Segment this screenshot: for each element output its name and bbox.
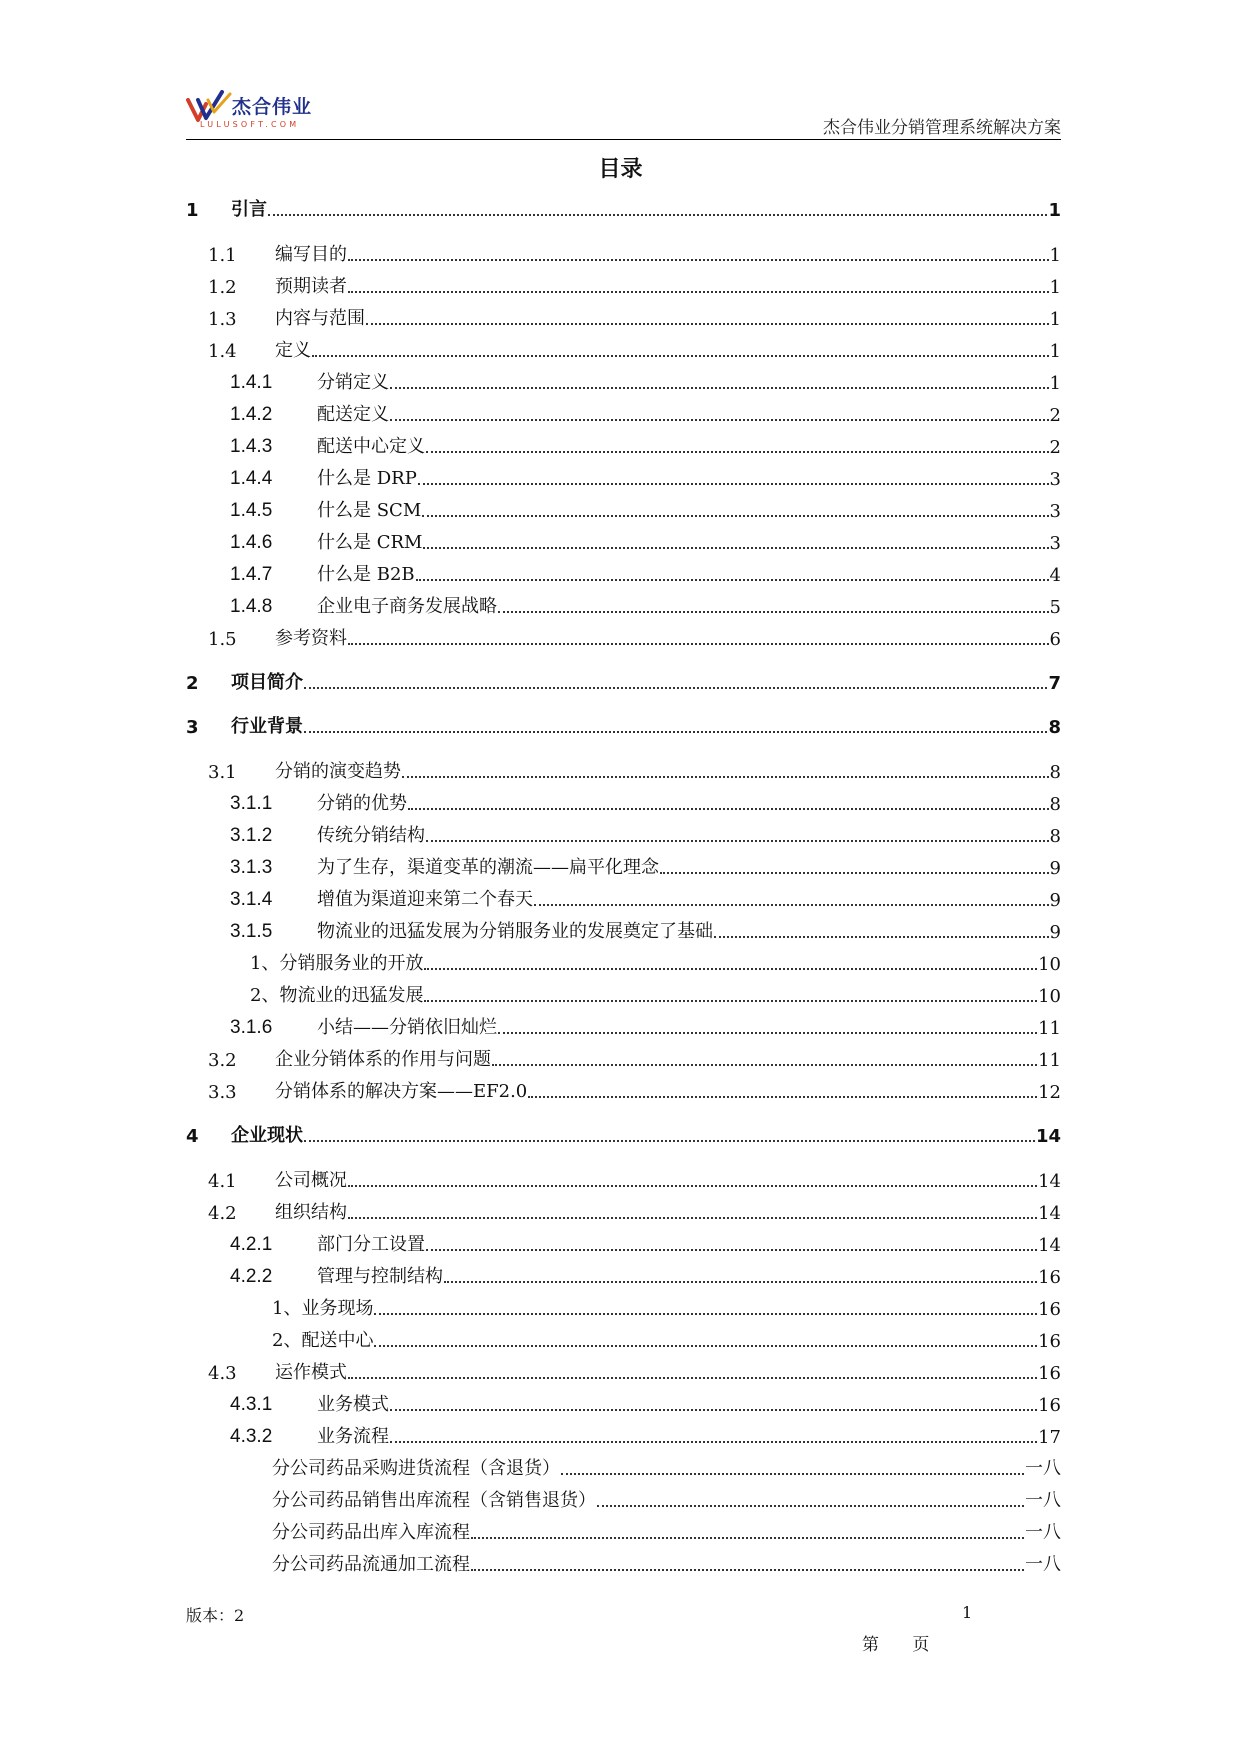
toc-entry-title: 管理与控制结构 xyxy=(317,1266,443,1287)
toc-entry-page: 9 xyxy=(1049,922,1061,943)
toc-entry-title: 1、分销服务业的开放 xyxy=(250,953,424,974)
toc-entry-title: 分公司药品销售出库流程（含销售退货） xyxy=(272,1490,596,1511)
toc-entry-number: 4.3 xyxy=(208,1363,237,1384)
toc-entry-number: 4 xyxy=(186,1126,199,1147)
toc-entry-title: 分销的演变趋势 xyxy=(275,761,401,782)
toc-entry-number: 3.1.1 xyxy=(230,793,273,814)
toc-entry-number: 3.3 xyxy=(208,1082,237,1103)
toc-dot-leader xyxy=(714,936,1049,938)
toc-entry[interactable] xyxy=(208,757,1061,783)
logo-check-icon xyxy=(186,90,236,124)
toc-entry-title: 分销的优势 xyxy=(317,793,407,814)
toc-entry[interactable] xyxy=(208,1198,1061,1224)
toc-dot-leader xyxy=(312,355,1049,357)
toc-entry-page: 16 xyxy=(1038,1299,1061,1320)
toc-entry-title: 2、配送中心 xyxy=(272,1330,374,1351)
toc-entry-page: 14 xyxy=(1038,1235,1061,1256)
toc-entry-title: 分公司药品出库入库流程 xyxy=(272,1522,470,1543)
toc-entry-page: 14 xyxy=(1038,1171,1061,1192)
toc-dot-leader xyxy=(304,731,1047,733)
toc-entry-number: 1.4.4 xyxy=(230,468,273,489)
toc-dot-leader xyxy=(374,1345,1037,1347)
toc-entry[interactable] xyxy=(208,240,1061,266)
toc-entry-page: 8 xyxy=(1049,794,1061,815)
toc-entry-title: 业务流程 xyxy=(317,1426,389,1447)
toc-entry[interactable] xyxy=(208,304,1061,330)
toc-entry-title: 为了生存，渠道变革的潮流——扁平化理念 xyxy=(317,857,659,878)
toc-entry-title: 物流业的迅猛发展为分销服务业的发展奠定了基础 xyxy=(317,921,713,942)
toc-dot-leader xyxy=(418,483,1049,485)
toc-entry-title: 配送定义 xyxy=(317,404,389,425)
toc-entry-number: 3.1.2 xyxy=(230,825,273,846)
toc-entry[interactable] xyxy=(186,195,1061,221)
logo-name: 杰合伟业 xyxy=(232,96,313,118)
toc-entry-title: 内容与范围 xyxy=(275,308,365,329)
toc-entry[interactable] xyxy=(272,1454,1061,1480)
toc-entry-title: 2、物流业的迅猛发展 xyxy=(250,985,424,1006)
toc-entry[interactable] xyxy=(230,528,1061,554)
toc-entry-number: 3.2 xyxy=(208,1050,237,1071)
toc-entry-page: 3 xyxy=(1049,533,1061,554)
toc-dot-leader xyxy=(390,387,1049,389)
toc-entry[interactable] xyxy=(272,1518,1061,1544)
toc-entry-number: 4.1 xyxy=(208,1171,237,1192)
toc-heading: 目录 xyxy=(598,157,643,182)
toc-entry[interactable] xyxy=(208,336,1061,362)
toc-entry-page: 11 xyxy=(1038,1018,1061,1039)
toc-entry[interactable] xyxy=(230,1013,1061,1039)
toc-entry[interactable] xyxy=(230,560,1061,586)
toc-entry-page: 5 xyxy=(1049,597,1061,618)
toc-entry[interactable] xyxy=(230,1390,1061,1416)
toc-entry[interactable] xyxy=(230,1230,1061,1256)
toc-dot-leader xyxy=(348,291,1049,293)
toc-entry-page: 17 xyxy=(1038,1427,1061,1448)
toc-entry[interactable] xyxy=(230,464,1061,490)
company-logo xyxy=(186,90,326,134)
toc-dot-leader xyxy=(348,1217,1037,1219)
toc-dot-leader xyxy=(424,968,1037,970)
toc-entry-number: 1 xyxy=(186,200,199,221)
toc-entry-title: 增值为渠道迎来第二个春天 xyxy=(317,889,533,910)
toc-entry-title: 项目简介 xyxy=(231,672,303,693)
toc-entry-title: 引言 xyxy=(231,199,267,220)
toc-entry-number: 1.5 xyxy=(208,629,237,650)
toc-entry-title: 小结——分销依旧灿烂 xyxy=(317,1017,497,1038)
toc-entry-page: 9 xyxy=(1049,858,1061,879)
toc-entry-number: 4.2.2 xyxy=(230,1266,273,1287)
toc-entry-number: 1.4.3 xyxy=(230,436,273,457)
toc-dot-leader xyxy=(534,904,1049,906)
toc-entry-number: 4.3.2 xyxy=(230,1426,273,1447)
toc-entry-title: 组织结构 xyxy=(275,1202,347,1223)
toc-entry[interactable] xyxy=(208,1077,1061,1103)
toc-dot-leader xyxy=(348,259,1049,261)
toc-entry-title: 分公司药品流通加工流程 xyxy=(272,1554,470,1575)
toc-dot-leader xyxy=(597,1505,1024,1507)
toc-entry-page: 16 xyxy=(1038,1363,1061,1384)
toc-entry-title: 企业电子商务发展战略 xyxy=(317,596,497,617)
toc-entry-page: 9 xyxy=(1049,890,1061,911)
toc-dot-leader xyxy=(366,323,1049,325)
toc-entry-title: 运作模式 xyxy=(275,1362,347,1383)
toc-entry-number: 1.4 xyxy=(208,341,237,362)
toc-entry[interactable] xyxy=(208,1045,1061,1071)
toc-entry-page: 14 xyxy=(1038,1203,1061,1224)
toc-dot-leader xyxy=(390,419,1049,421)
toc-entry-number: 4.2 xyxy=(208,1203,237,1224)
toc-entry[interactable] xyxy=(230,496,1061,522)
toc-entry-number: 3.1.5 xyxy=(230,921,273,942)
toc-entry-title: 行业背景 xyxy=(231,716,303,737)
toc-dot-leader xyxy=(528,1096,1037,1098)
toc-entry-title: 分销体系的解决方案——EF2.0 xyxy=(275,1081,528,1102)
toc-entry[interactable] xyxy=(230,853,1061,879)
toc-entry[interactable] xyxy=(208,624,1061,650)
toc-dot-leader xyxy=(426,1249,1037,1251)
toc-entry-page: 2 xyxy=(1049,405,1061,426)
toc-entry-page: 10 xyxy=(1038,986,1061,1007)
toc-dot-leader xyxy=(348,1377,1037,1379)
toc-entry[interactable] xyxy=(208,272,1061,298)
toc-entry-page: 1 xyxy=(1049,245,1061,266)
toc-dot-leader xyxy=(408,808,1049,810)
footer-page-number: 1 xyxy=(962,1603,973,1622)
toc-entry[interactable] xyxy=(186,712,1061,738)
toc-entry[interactable] xyxy=(208,1166,1061,1192)
toc-dot-leader xyxy=(423,547,1048,549)
toc-dot-leader xyxy=(422,515,1048,517)
toc-entry[interactable] xyxy=(230,368,1061,394)
toc-dot-leader xyxy=(304,687,1047,689)
footer-page-label: 第 页 xyxy=(862,1635,930,1655)
toc-dot-leader xyxy=(492,1064,1037,1066)
toc-entry-number: 3.1 xyxy=(208,762,237,783)
toc-dot-leader xyxy=(402,776,1049,778)
toc-entry-page: 1 xyxy=(1049,373,1061,394)
toc-dot-leader xyxy=(416,579,1049,581)
toc-entry-title: 业务模式 xyxy=(317,1394,389,1415)
toc-entry-title: 什么是 DRP xyxy=(317,468,417,489)
document-title: 杰合伟业分销管理系统解决方案 xyxy=(823,118,1061,138)
toc-entry-number: 4.3.1 xyxy=(230,1394,273,1415)
toc-dot-leader xyxy=(444,1281,1037,1283)
toc-entry-title: 编写目的 xyxy=(275,244,347,265)
toc-entry-number: 1.4.7 xyxy=(230,564,273,585)
toc-dot-leader xyxy=(374,1313,1037,1315)
toc-dot-leader xyxy=(348,1185,1037,1187)
toc-entry-title: 预期读者 xyxy=(275,276,347,297)
toc-dot-leader xyxy=(348,643,1049,645)
toc-entry-page: 1 xyxy=(1048,200,1061,221)
toc-entry-page: 3 xyxy=(1049,501,1061,522)
toc-entry-page: 14 xyxy=(1035,1126,1061,1147)
toc-entry[interactable] xyxy=(230,917,1061,943)
toc-entry-title: 什么是 SCM xyxy=(317,500,422,521)
toc-entry[interactable] xyxy=(230,821,1061,847)
toc-entry-title: 企业现状 xyxy=(231,1125,303,1146)
toc-entry[interactable] xyxy=(230,1262,1061,1288)
toc-entry-number: 4.2.1 xyxy=(230,1234,273,1255)
toc-entry-page: 8 xyxy=(1048,717,1061,738)
toc-dot-leader xyxy=(561,1473,1024,1475)
toc-entry-title: 公司概况 xyxy=(275,1170,347,1191)
toc-entry-page: 4 xyxy=(1049,565,1061,586)
toc-entry[interactable] xyxy=(230,432,1061,458)
toc-entry[interactable] xyxy=(230,1422,1061,1448)
toc-entry[interactable] xyxy=(208,1358,1061,1384)
toc-entry-number: 1.4.8 xyxy=(230,596,273,617)
toc-entry-page: 一八 xyxy=(1025,1490,1061,1511)
toc-dot-leader xyxy=(268,214,1047,216)
toc-entry-page: 3 xyxy=(1049,469,1061,490)
toc-entry-number: 1.4.6 xyxy=(230,532,273,553)
toc-entry-number: 1.4.1 xyxy=(230,372,273,393)
toc-entry-title: 分公司药品采购进货流程（含退货） xyxy=(272,1458,560,1479)
toc-entry-page: 8 xyxy=(1049,762,1061,783)
toc-entry-page: 12 xyxy=(1038,1082,1061,1103)
toc-entry-title: 参考资料 xyxy=(275,628,347,649)
toc-entry[interactable] xyxy=(230,400,1061,426)
toc-entry-title: 传统分销结构 xyxy=(317,825,425,846)
toc-entry-page: 一八 xyxy=(1025,1458,1061,1479)
toc-dot-leader xyxy=(498,611,1049,613)
toc-entry-page: 7 xyxy=(1048,673,1061,694)
toc-entry-page: 16 xyxy=(1038,1267,1061,1288)
toc-dot-leader xyxy=(471,1569,1024,1571)
toc-entry-number: 1.1 xyxy=(208,245,237,266)
toc-entry-title: 1、业务现场 xyxy=(272,1298,374,1319)
toc-entry-number: 3.1.3 xyxy=(230,857,273,878)
toc-entry-number: 3.1.6 xyxy=(230,1017,273,1038)
toc-dot-leader xyxy=(426,840,1049,842)
toc-dot-leader xyxy=(304,1140,1035,1142)
toc-dot-leader xyxy=(424,1000,1037,1002)
logo-subtitle: LULUSOFT.COM xyxy=(200,120,300,129)
toc-dot-leader xyxy=(471,1537,1024,1539)
toc-entry[interactable] xyxy=(230,592,1061,618)
toc-dot-leader xyxy=(498,1032,1037,1034)
toc-dot-leader xyxy=(660,872,1049,874)
toc-entry[interactable] xyxy=(230,885,1061,911)
header-divider xyxy=(186,139,1061,140)
toc-entry-page: 16 xyxy=(1038,1331,1061,1352)
toc-entry-page: 一八 xyxy=(1025,1554,1061,1575)
toc-entry[interactable] xyxy=(272,1486,1061,1512)
toc-entry[interactable] xyxy=(186,1121,1061,1147)
toc-entry[interactable] xyxy=(186,668,1061,694)
toc-entry-title: 配送中心定义 xyxy=(317,436,425,457)
toc-entry-title: 企业分销体系的作用与问题 xyxy=(275,1049,491,1070)
toc-dot-leader xyxy=(390,1409,1037,1411)
toc-entry-title: 分销定义 xyxy=(317,372,389,393)
toc-entry-page: 16 xyxy=(1038,1395,1061,1416)
toc-entry-number: 1.3 xyxy=(208,309,237,330)
toc-entry[interactable] xyxy=(250,981,1061,1007)
toc-entry-title: 什么是 B2B xyxy=(317,564,415,585)
toc-entry-page: 1 xyxy=(1049,341,1061,362)
toc-entry-number: 3 xyxy=(186,717,199,738)
toc-dot-leader xyxy=(426,451,1049,453)
toc-entry-page: 2 xyxy=(1049,437,1061,458)
toc-dot-leader xyxy=(390,1441,1037,1443)
toc-entry[interactable] xyxy=(272,1294,1061,1320)
footer-version: 版本：2 xyxy=(186,1606,245,1625)
toc-entry-page: 6 xyxy=(1049,629,1061,650)
toc-entry-title: 定义 xyxy=(275,340,311,361)
toc-entry-title: 什么是 CRM xyxy=(317,532,423,553)
toc-entry-page: 11 xyxy=(1038,1050,1061,1071)
toc-entry-page: 1 xyxy=(1049,277,1061,298)
toc-entry-number: 1.4.5 xyxy=(230,500,273,521)
toc-entry-number: 2 xyxy=(186,673,199,694)
toc-entry-number: 1.4.2 xyxy=(230,404,273,425)
toc-entry-number: 3.1.4 xyxy=(230,889,273,910)
toc-entry[interactable] xyxy=(272,1550,1061,1576)
toc-entry[interactable] xyxy=(272,1326,1061,1352)
toc-entry-number: 1.2 xyxy=(208,277,237,298)
toc-entry[interactable] xyxy=(230,789,1061,815)
toc-entry-page: 10 xyxy=(1038,954,1061,975)
toc-entry-title: 部门分工设置 xyxy=(317,1234,425,1255)
toc-entry-page: 1 xyxy=(1049,309,1061,330)
toc-entry-page: 8 xyxy=(1049,826,1061,847)
toc-entry-page: 一八 xyxy=(1025,1522,1061,1543)
toc-entry[interactable] xyxy=(250,949,1061,975)
